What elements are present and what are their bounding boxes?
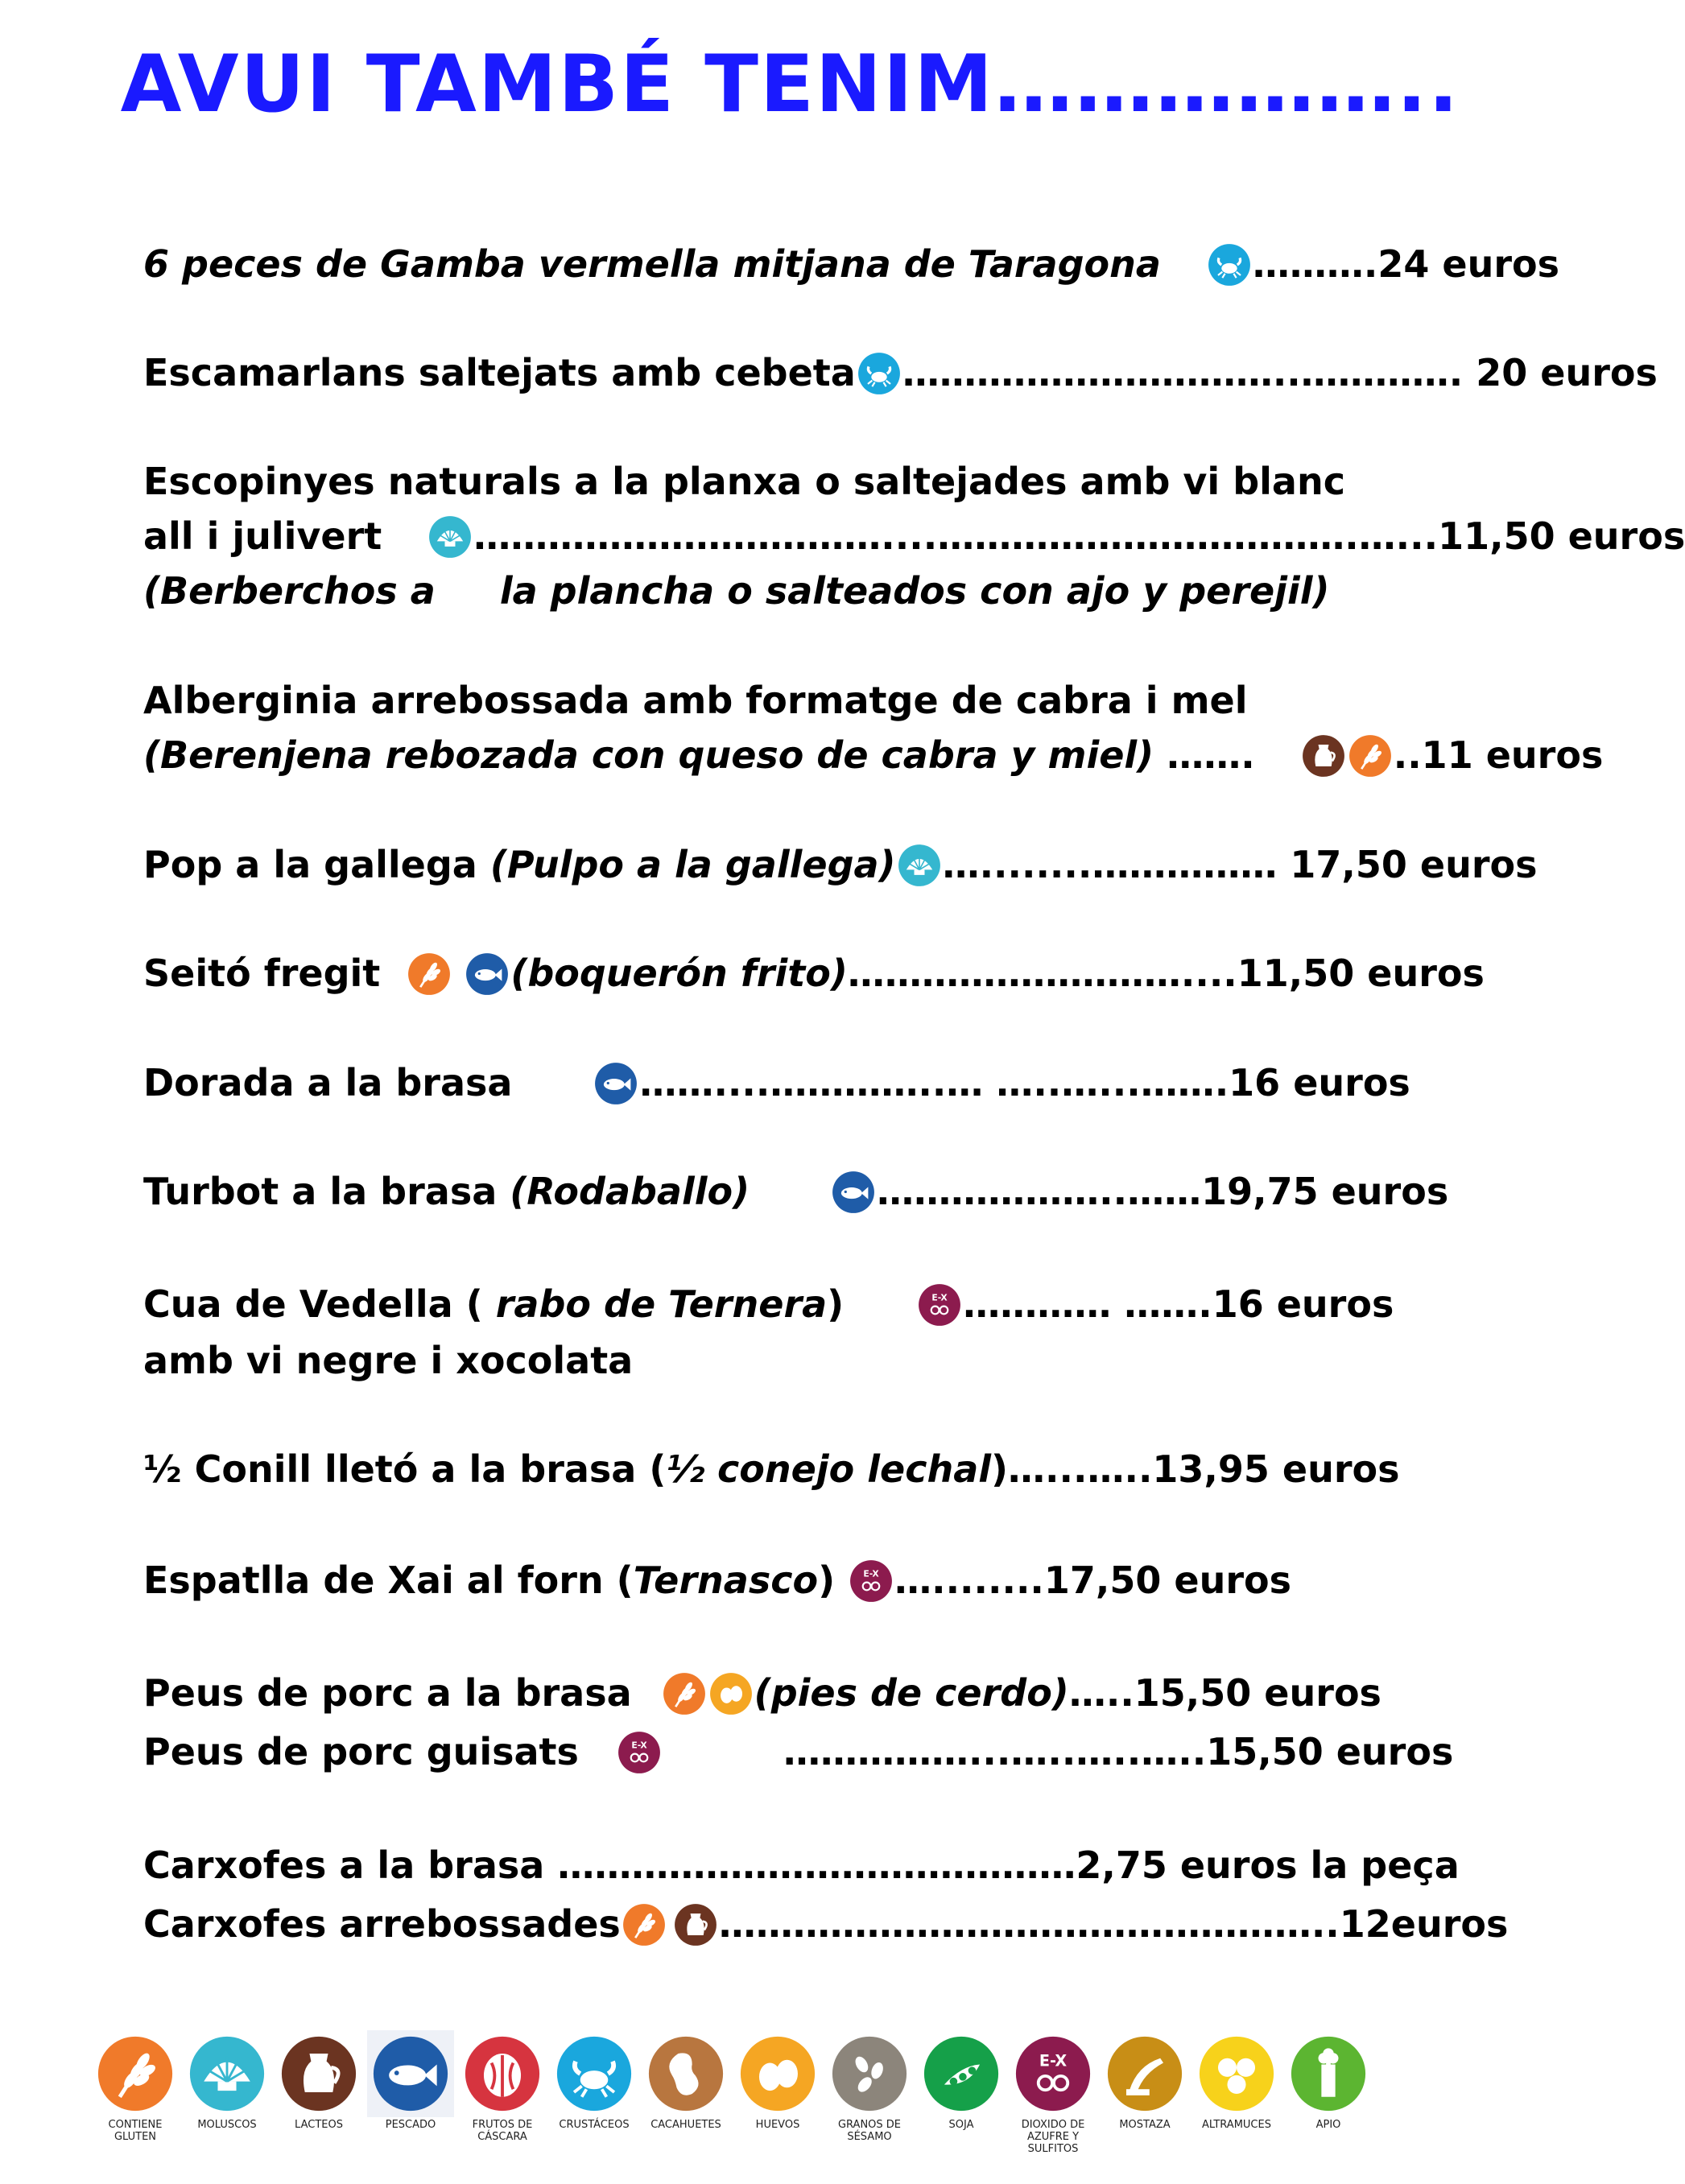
shell-icon — [428, 515, 472, 559]
sulphite-icon — [1014, 2035, 1092, 2112]
dish-price: …........17,50 euros — [894, 1559, 1292, 1602]
mustard-icon — [1106, 2035, 1183, 2112]
dish-name: Seitó fregit — [143, 952, 394, 995]
legend-label: ALTRAMUCES — [1202, 2119, 1271, 2131]
dish-name: Peus de porc guisats — [143, 1730, 579, 1773]
legend-item-huevos — [729, 2035, 826, 2131]
legend-label: CONTIENE GLUTEN — [108, 2119, 163, 2143]
dish-name: Carxofes a la brasa — [143, 1843, 558, 1887]
dish-price: ………………..……19,75 euros — [877, 1170, 1449, 1213]
legend-item-altramuces — [1188, 2035, 1285, 2131]
egg-icon — [739, 2035, 816, 2112]
menu-item-gamba — [143, 240, 1559, 288]
dish-price: …..15,50 euros — [1068, 1671, 1381, 1715]
legend-label: CACAHUETES — [650, 2119, 721, 2131]
fish-icon — [832, 1170, 875, 1214]
dish-price: ………… …….16 euros — [963, 1282, 1394, 1326]
menu-item-conill — [143, 1445, 1400, 1493]
dish-name: Cua de Vedella ( — [143, 1282, 496, 1326]
dish-name: ½ Conill lletó a la brasa ( — [143, 1447, 667, 1491]
dish-price: ……....…………..… …..…...…….16 euros — [639, 1061, 1410, 1104]
legend-item-sulfitos — [1005, 2035, 1101, 2155]
dish-name: 6 peces de Gamba vermella mitjana de Taragona — [143, 242, 1174, 286]
dish-name-es: (Berberchos a — [143, 569, 436, 613]
wheat-icon — [407, 952, 451, 996]
dish-price: ……….24 euros — [1252, 242, 1560, 286]
dish-price: …........…………… 17,50 euros — [942, 843, 1538, 886]
menu-item-alberginia-es — [143, 731, 1603, 779]
dish-name: Dorada a la brasa — [143, 1061, 513, 1104]
legend-label: CRUSTÁCEOS — [559, 2119, 630, 2131]
legend-item-cacahuetes — [638, 2035, 734, 2131]
legend-label: PESCADO — [385, 2119, 436, 2131]
dish-name-es: (Rodaballo) — [510, 1170, 750, 1213]
allergen-legend — [87, 2035, 1343, 2156]
seeds-icon — [831, 2035, 908, 2112]
crab-icon — [857, 352, 901, 395]
menu-item-seito — [143, 949, 1485, 997]
wheat-icon — [622, 1903, 666, 1947]
dish-name-es: (Pulpo a la gallega) — [489, 843, 896, 886]
egg-icon — [709, 1672, 753, 1715]
legend-label: FRUTOS DE CÁSCARA — [472, 2119, 533, 2143]
dish-name-es: Ternasco — [633, 1559, 819, 1602]
menu-item-peus-brasa — [143, 1669, 1381, 1717]
legend-label: MOSTAZA — [1119, 2119, 1171, 2131]
dish-price: ………………………....11,50 euros — [847, 952, 1485, 995]
lupin-icon — [1198, 2035, 1275, 2112]
dish-price: )…...…..13,95 euros — [991, 1447, 1400, 1491]
crab-icon — [1208, 243, 1251, 287]
legend-label: DIOXIDO DE AZUFRE Y SULFITOS — [1021, 2119, 1085, 2155]
dish-price: …………………………………………..12euros — [718, 1902, 1509, 1946]
shell-icon — [188, 2035, 266, 2112]
paren-close: ) — [827, 1282, 845, 1326]
dish-price: ……………………………………2,75 euros la peça — [557, 1843, 1460, 1887]
shell-icon — [898, 844, 941, 887]
page-title: AVUI TAMBÉ TENIM…………….. — [120, 39, 1460, 130]
menu-item-pop — [143, 840, 1538, 889]
menu-item-turbot — [143, 1167, 1448, 1216]
dish-name: Pop a la gallega — [143, 843, 490, 886]
menu-item-alberginia — [143, 676, 1248, 725]
dish-name: Escopinyes naturals a la planxa o saltejades amb vi blanc — [143, 460, 1345, 503]
legend-item-crustaceos — [546, 2035, 642, 2131]
legend-item-mostaza — [1096, 2035, 1193, 2131]
menu-item-dorada — [143, 1059, 1410, 1107]
dish-name: Alberginia arrebossada amb formatge de cabra i mel — [143, 679, 1248, 722]
dish-name-es: ½ conejo lechal — [666, 1447, 992, 1491]
dish-name-es: (pies de cerdo) — [754, 1671, 1069, 1715]
wheat-icon — [1348, 734, 1392, 778]
dish-price: …………………………..…………. 20 euros — [902, 351, 1658, 394]
legend-label: APIO — [1315, 2119, 1341, 2131]
crab-icon — [555, 2035, 633, 2112]
legend-label: LACTEOS — [295, 2119, 343, 2131]
dish-price: ..11 euros — [1393, 733, 1604, 777]
sulphite-icon — [617, 1731, 661, 1774]
dots: ……. — [1154, 733, 1268, 777]
dish-name: Escamarlans saltejats amb cebeta — [143, 351, 856, 394]
legend-label: HUEVOS — [755, 2119, 800, 2131]
celery-icon — [1290, 2035, 1367, 2112]
legend-label: MOLUSCOS — [197, 2119, 257, 2131]
legend-label: GRANOS DE SÉSAMO — [837, 2119, 902, 2143]
menu-item-peus-guisats — [143, 1728, 1453, 1776]
menu-item-cua-vedella — [143, 1280, 1394, 1328]
menu-item-carxofes-brasa — [143, 1841, 1460, 1889]
dish-name-es: (boquerón frito) — [510, 952, 848, 995]
soy-icon — [923, 2035, 1000, 2112]
menu-item-escopinyes — [143, 457, 1345, 506]
legend-item-sesamo — [821, 2035, 918, 2143]
fish-icon — [594, 1062, 638, 1105]
legend-item-frutos — [454, 2035, 551, 2143]
legend-item-moluscos — [179, 2035, 275, 2131]
legend-label: SOJA — [948, 2119, 974, 2131]
menu-item-carxofes-arrebossades — [143, 1900, 1508, 1948]
menu-item-escamarlans — [143, 349, 1658, 397]
legend-item-soja — [913, 2035, 1010, 2131]
fish-icon — [465, 952, 509, 996]
dish-name-cont: all i julivert — [143, 514, 395, 558]
fish-icon — [372, 2035, 449, 2112]
legend-item-gluten — [87, 2035, 184, 2143]
jug-icon — [674, 1903, 717, 1947]
wheat-icon — [97, 2035, 174, 2112]
dish-name: Espatlla de Xai al forn ( — [143, 1559, 634, 1602]
dish-name-es: (Berenjena rebozada con queso de cabra y miel) — [143, 733, 1154, 777]
menu-item-escopinyes-es — [143, 567, 1330, 615]
wheat-icon — [663, 1672, 706, 1715]
dish-name-cont: amb vi negre i xocolata — [143, 1339, 634, 1382]
dish-name: Peus de porc a la brasa — [143, 1671, 645, 1715]
legend-item-apio — [1280, 2035, 1377, 2131]
jug-icon — [280, 2035, 357, 2112]
paren-close: ) — [818, 1559, 836, 1602]
dish-price: ……………...…..…..…..15,50 euros — [783, 1730, 1454, 1773]
jug-icon — [1302, 734, 1345, 778]
sulphite-icon — [918, 1283, 961, 1327]
nut-icon — [464, 2035, 541, 2112]
menu-item-escopinyes-cont — [143, 512, 1685, 560]
legend-item-lacteos — [271, 2035, 367, 2131]
menu-item-espatlla — [143, 1556, 1291, 1604]
sulphite-icon — [849, 1559, 893, 1603]
dish-name-es: rabo de Ternera — [495, 1282, 828, 1326]
dish-name: Turbot a la brasa — [143, 1170, 510, 1213]
menu-item-cua-vedella-cont — [143, 1336, 633, 1385]
dish-name-es-cont: la plancha o salteados con ajo y perejil) — [499, 569, 1330, 613]
dish-name: Carxofes arrebossades — [143, 1902, 621, 1946]
peanut-icon — [647, 2035, 725, 2112]
dish-price: ……………………………....…………………………….…...11,50 euros — [473, 514, 1685, 558]
legend-item-pescado — [362, 2035, 459, 2131]
